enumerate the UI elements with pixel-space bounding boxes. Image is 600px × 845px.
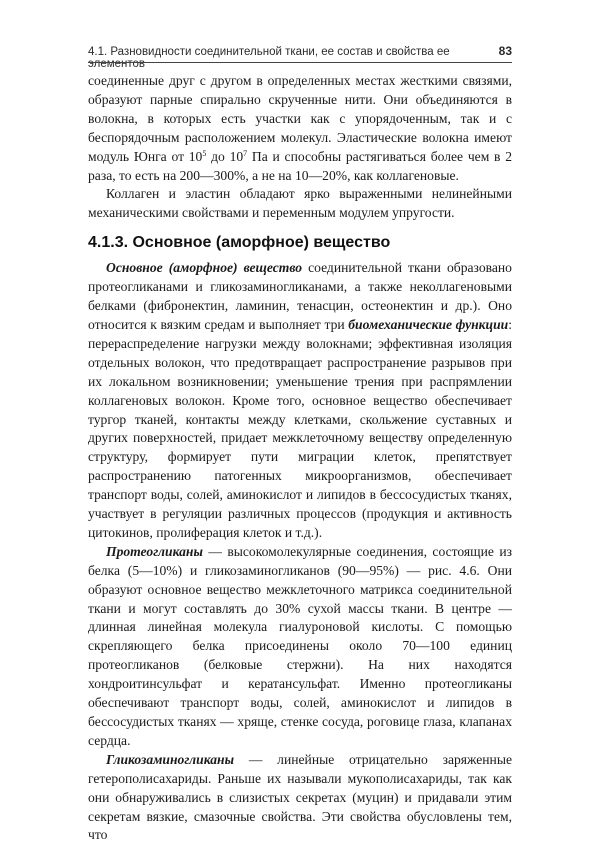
term-biomechanical-functions: биомеханические функции	[348, 316, 509, 332]
text-run: соединительной ткани образовано протеогликанами и гликозаминогликанами, а также неколлагеновыми белками (фибронектин, ламинин, тенасцин, остеонектин и др.). Оно относится к вязким средам и выполняет три	[88, 260, 512, 332]
running-title: 4.1. Разновидности соединительной ткани, ее состав и свойства ее элементов	[88, 46, 450, 70]
paragraph-collagen-elastin: Коллаген и эластин обладают ярко выраженными нелинейными механическими свойствами и переменным модулем упругости.	[88, 186, 512, 221]
exponent: 7	[243, 148, 248, 158]
page-number: 83	[498, 44, 512, 58]
text-run: : перераспределение нагрузки между волокнами; эффективная изоляция отдельных волокон, что предотвращает распространение разрывов при их локальном возникновении; уменьшение трения при распрямлении коллагеновых волокон. Кроме того, основное вещество обеспечивает тургор тканей, контакты между клетками, скольжение суставных и других поверхностей, придает межклеточному веществу определенную структуру, формирует пути миграции клеток, препятствует распространению патогенных микроорганизмов, обеспечивает транспорт воды, солей, аминокислот и липидов в бессосудистых тканях, участвует в регуляции различных процессов (продукция и активность цитокинов, пролиферация клеток и т.д.).	[88, 316, 512, 540]
paragraph-ground-substance	[88, 259, 512, 543]
text-run: — высокомолекулярные соединения, состоящие из белка (5—10%) и гликозаминогликанов (90—95%) — рис. 4.6. Они образуют основное вещество межклеточного матрикса соединительной ткани и могут составлять до 30% сухой массы ткани. В центре — длинная линейная молекула гиалуроновой кислоты. С помощью скрепляющего белка присоединены около 70—100 единиц протеогликанов (белковые стержни). На них находятся хондроитинсульфат и кератансульфат. Именно протеогликаны обеспечивают транспорт воды, солей, аминокислот и липидов в бессосудистых тканях — хряще, стенке сосуда, роговице глаза, клапанах сердца.	[88, 543, 512, 748]
page-body	[88, 72, 512, 845]
paragraph-proteoglycans	[88, 543, 512, 751]
text-run: Па и способны растягиваться более чем в 2 раза, то есть на 200—300%, а не на 10—20%, как коллагеновые.	[88, 148, 513, 183]
paragraph-glycosaminoglycans	[88, 751, 512, 845]
section-heading: 4.1.3. Основное (аморфное) вещество	[88, 234, 391, 252]
text-run: до 10	[206, 148, 244, 164]
text-run: — линейные отрицательно заряженные гетерополисахариды. Раньше их называли мукополисахариды, так как они обнаруживались в слизистых секретах (муцин) и придавали этим секретам вязкие, смазочные свойства. Эти свойства обусловлены тем, что	[88, 751, 512, 843]
term-glycosaminoglycans: Гликозаминогликаны	[106, 751, 235, 767]
text-run: соединенные друг с другом в определенных местах жесткими связями, образуют парные спирально скрученные нити. Они объединяются в волокна, в которых есть участки как с упорядоченным, так и с беспорядочным расположением молекул. Эластические волокна имеют модуль Юнга от 10	[88, 73, 512, 164]
header-rule	[88, 62, 512, 63]
running-header	[88, 44, 512, 70]
exponent: 5	[202, 148, 207, 158]
paragraph-elastic-fibers	[88, 72, 512, 185]
term-ground-substance: Основное (аморфное) вещество	[106, 260, 303, 276]
term-proteoglycans: Протеогликаны	[106, 543, 203, 559]
